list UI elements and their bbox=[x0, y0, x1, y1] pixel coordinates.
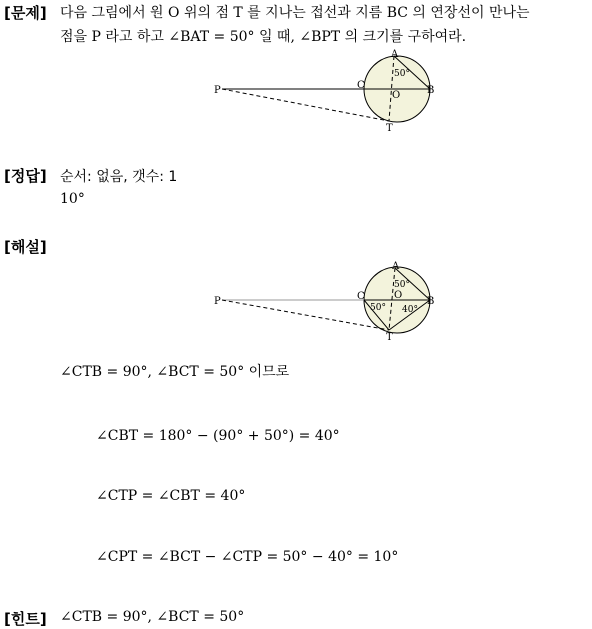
problem-line-2: 점을 P 라고 하고 ∠BAT = 50° 일 때, ∠BPT 의 크기를 구하여라. bbox=[60, 29, 467, 45]
problem-tag: [문제] bbox=[4, 4, 47, 22]
solution-tag: [해설] bbox=[4, 238, 47, 256]
label-a: A bbox=[392, 261, 400, 272]
label-a: A bbox=[391, 49, 399, 60]
label-o: O bbox=[394, 290, 403, 301]
solution-step-1: ∠CBT = 180° − (90° + 50°) = 40° bbox=[96, 428, 340, 444]
label-p: P bbox=[214, 85, 221, 96]
solution-intro: ∠CTB = 90°, ∠BCT = 50° 이므로 bbox=[60, 364, 290, 380]
problem-figure bbox=[210, 46, 450, 136]
hint-text: ∠CTB = 90°, ∠BCT = 50° bbox=[60, 609, 245, 625]
problem-line-1: 다음 그림에서 원 O 위의 점 T 를 지나는 접선과 지름 BC 의 연장선이 만나는 bbox=[60, 5, 530, 21]
hint-tag: [힌트] bbox=[4, 610, 47, 628]
solution-figure bbox=[210, 258, 450, 344]
label-t: T bbox=[386, 332, 393, 343]
solution-step-3: ∠CPT = ∠BCT − ∠CTP = 50° − 40° = 10° bbox=[96, 549, 399, 565]
label-o: O bbox=[392, 90, 401, 101]
label-angle-b: 40° bbox=[402, 305, 418, 315]
answer-value: 10° bbox=[60, 191, 85, 207]
label-b: B bbox=[427, 85, 435, 96]
label-angle-c: 50° bbox=[370, 303, 386, 313]
label-angle-a: 50° bbox=[394, 280, 410, 290]
label-c: C bbox=[357, 291, 365, 302]
label-t: T bbox=[386, 123, 393, 134]
label-angle: 50° bbox=[394, 69, 410, 79]
solution-step-2: ∠CTP = ∠CBT = 40° bbox=[96, 488, 246, 504]
label-p: P bbox=[214, 296, 221, 307]
label-b: B bbox=[427, 296, 435, 307]
answer-tag: [정답] bbox=[4, 167, 47, 185]
label-c: C bbox=[357, 80, 365, 91]
answer-meta: 순서: 없음, 갯수: 1 bbox=[60, 169, 178, 185]
